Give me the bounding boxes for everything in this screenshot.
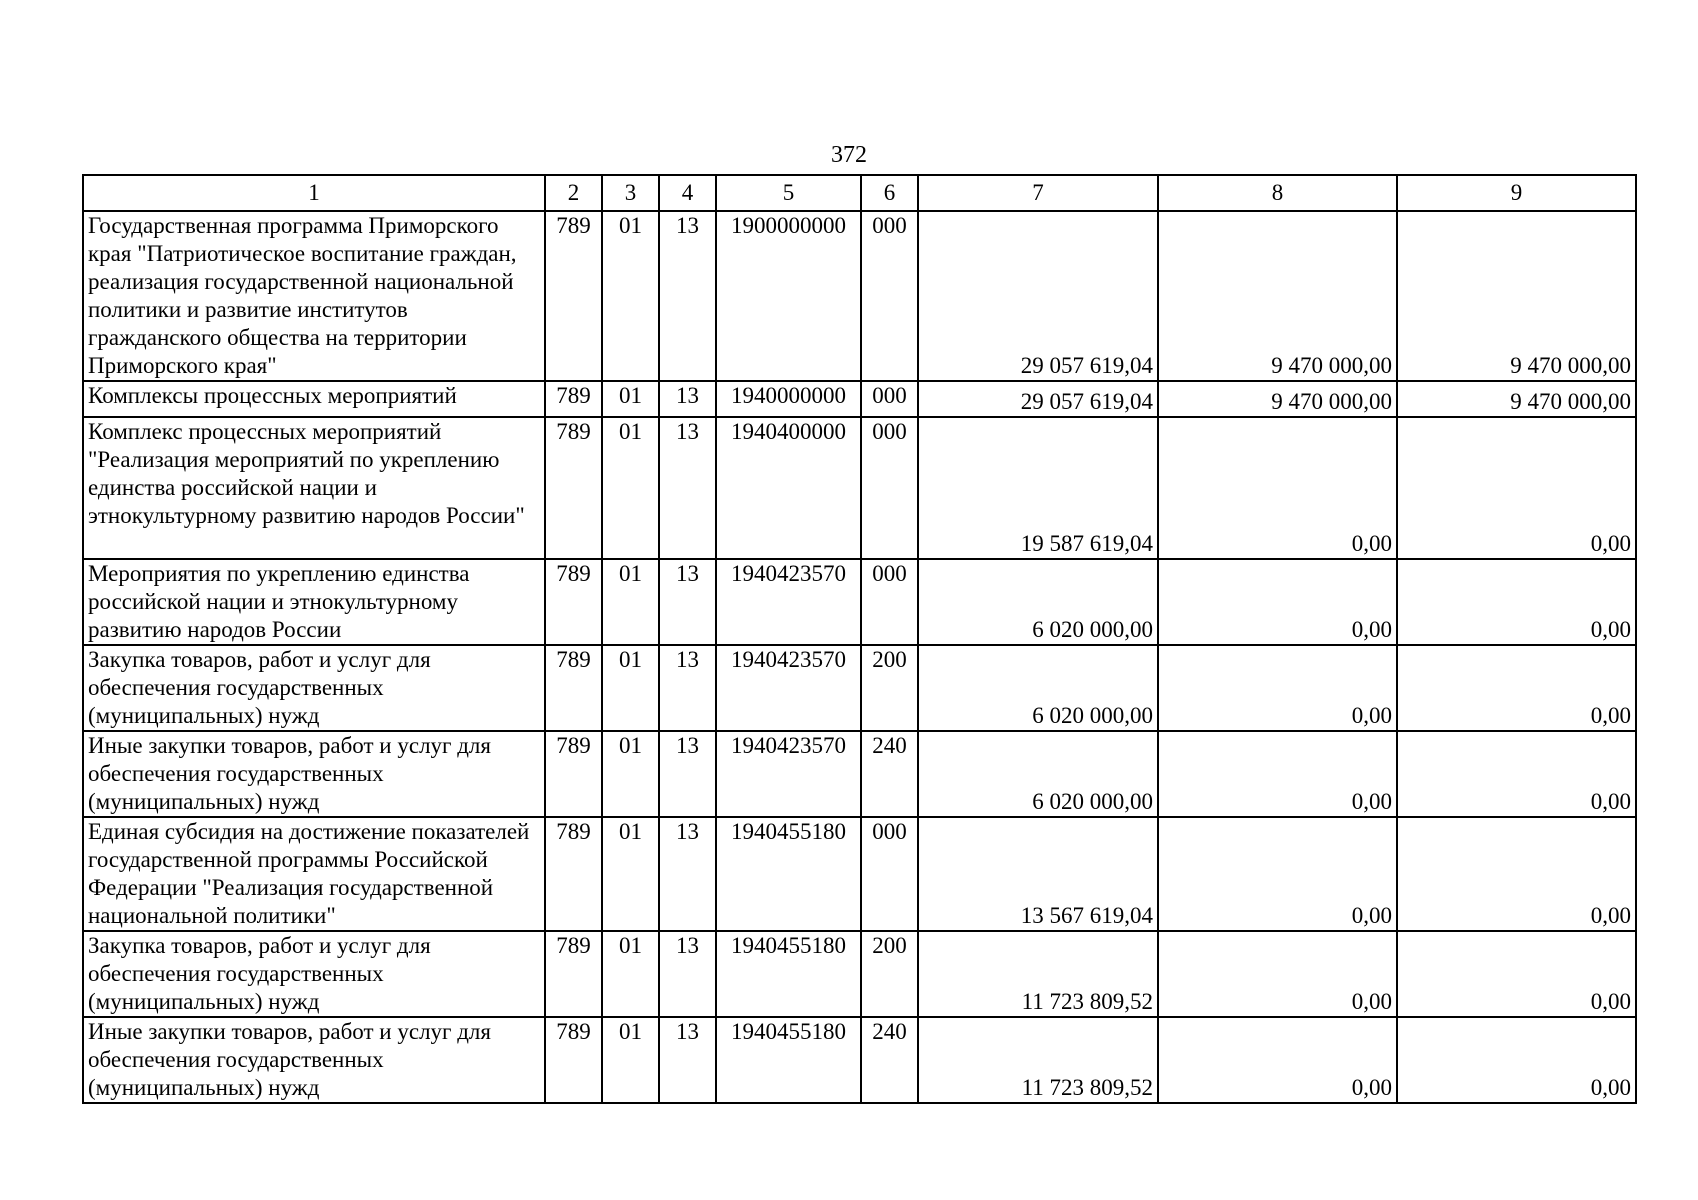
cell-amount-8: 0,00 (1158, 817, 1397, 931)
row-name: Единая субсидия на достижение показателей государственной программы Российской Федерации "Реализация государственной национальной политики" (83, 817, 545, 931)
header-cell: 2 (545, 175, 602, 211)
cell-amount-9: 9 470 000,00 (1397, 381, 1636, 417)
cell-code-3: 01 (602, 931, 659, 1017)
header-cell: 1 (83, 175, 545, 211)
cell-amount-8: 0,00 (1158, 417, 1397, 559)
table-row (83, 731, 1636, 817)
table-row (83, 417, 1636, 559)
cell-code-5: 1940455180 (716, 931, 861, 1017)
cell-code-2: 789 (545, 731, 602, 817)
table-row (83, 211, 1636, 381)
cell-amount-8: 9 470 000,00 (1158, 381, 1397, 417)
cell-amount-9: 0,00 (1397, 645, 1636, 731)
cell-code-4: 13 (659, 559, 716, 645)
cell-code-5: 1940423570 (716, 731, 861, 817)
cell-amount-9: 0,00 (1397, 931, 1636, 1017)
cell-code-3: 01 (602, 211, 659, 381)
row-name: Мероприятия по укреплению единства российской нации и этнокультурному развитию народов России (83, 559, 545, 645)
cell-code-2: 789 (545, 645, 602, 731)
row-name: Закупка товаров, работ и услуг для обеспечения государственных (муниципальных) нужд (83, 645, 545, 731)
cell-code-4: 13 (659, 1017, 716, 1103)
cell-code-5: 1940000000 (716, 381, 861, 417)
cell-code-2: 789 (545, 559, 602, 645)
row-name: Иные закупки товаров, работ и услуг для обеспечения государственных (муниципальных) нужд (83, 731, 545, 817)
cell-code-2: 789 (545, 817, 602, 931)
cell-code-2: 789 (545, 381, 602, 417)
cell-amount-9: 0,00 (1397, 817, 1636, 931)
cell-code-3: 01 (602, 417, 659, 559)
cell-code-6: 240 (861, 1017, 918, 1103)
cell-amount-8: 0,00 (1158, 645, 1397, 731)
cell-code-5: 1900000000 (716, 211, 861, 381)
cell-amount-8: 0,00 (1158, 931, 1397, 1017)
cell-amount-8: 0,00 (1158, 1017, 1397, 1103)
cell-amount-8: 0,00 (1158, 731, 1397, 817)
cell-code-3: 01 (602, 559, 659, 645)
cell-amount-7: 11 723 809,52 (918, 931, 1158, 1017)
table-row (83, 931, 1636, 1017)
budget-table (82, 174, 1637, 1104)
cell-amount-9: 0,00 (1397, 559, 1636, 645)
cell-code-6: 000 (861, 211, 918, 381)
row-name: Комплекс процессных мероприятий "Реализация мероприятий по укреплению единства российской нации и этнокультурному развитию народов России" (83, 417, 545, 559)
cell-code-6: 200 (861, 931, 918, 1017)
cell-code-4: 13 (659, 381, 716, 417)
cell-code-3: 01 (602, 817, 659, 931)
table-row (83, 559, 1636, 645)
cell-code-2: 789 (545, 931, 602, 1017)
table-header-row (83, 175, 1636, 211)
cell-amount-7: 6 020 000,00 (918, 645, 1158, 731)
table-row (83, 645, 1636, 731)
cell-code-5: 1940400000 (716, 417, 861, 559)
cell-amount-7: 11 723 809,52 (918, 1017, 1158, 1103)
table-row (83, 381, 1636, 417)
row-name: Государственная программа Приморского края "Патриотическое воспитание граждан, реализация государственной национальной политики и развитие институтов гражданского общества на территории Приморского края" (83, 211, 545, 381)
cell-code-6: 200 (861, 645, 918, 731)
cell-code-3: 01 (602, 645, 659, 731)
cell-amount-7: 19 587 619,04 (918, 417, 1158, 559)
cell-amount-7: 6 020 000,00 (918, 559, 1158, 645)
cell-code-3: 01 (602, 1017, 659, 1103)
cell-amount-9: 9 470 000,00 (1397, 211, 1636, 381)
row-name: Комплексы процессных мероприятий (83, 381, 545, 417)
header-cell: 5 (716, 175, 861, 211)
cell-code-5: 1940455180 (716, 1017, 861, 1103)
cell-code-4: 13 (659, 211, 716, 381)
cell-code-5: 1940455180 (716, 817, 861, 931)
cell-code-2: 789 (545, 417, 602, 559)
header-cell: 6 (861, 175, 918, 211)
cell-code-4: 13 (659, 931, 716, 1017)
header-cell: 8 (1158, 175, 1397, 211)
row-name: Закупка товаров, работ и услуг для обеспечения государственных (муниципальных) нужд (83, 931, 545, 1017)
cell-code-5: 1940423570 (716, 645, 861, 731)
cell-code-3: 01 (602, 731, 659, 817)
cell-amount-7: 29 057 619,04 (918, 211, 1158, 381)
header-cell: 7 (918, 175, 1158, 211)
cell-code-6: 000 (861, 817, 918, 931)
header-cell: 3 (602, 175, 659, 211)
page-number: 372 (831, 142, 867, 168)
cell-amount-8: 9 470 000,00 (1158, 211, 1397, 381)
header-cell: 4 (659, 175, 716, 211)
cell-code-2: 789 (545, 1017, 602, 1103)
cell-code-6: 000 (861, 381, 918, 417)
cell-amount-7: 29 057 619,04 (918, 381, 1158, 417)
cell-code-6: 240 (861, 731, 918, 817)
cell-code-4: 13 (659, 731, 716, 817)
table-row (83, 1017, 1636, 1103)
cell-code-6: 000 (861, 559, 918, 645)
cell-amount-9: 0,00 (1397, 1017, 1636, 1103)
cell-code-3: 01 (602, 381, 659, 417)
cell-amount-7: 13 567 619,04 (918, 817, 1158, 931)
cell-code-6: 000 (861, 417, 918, 559)
cell-amount-9: 0,00 (1397, 417, 1636, 559)
cell-amount-8: 0,00 (1158, 559, 1397, 645)
cell-amount-7: 6 020 000,00 (918, 731, 1158, 817)
cell-code-5: 1940423570 (716, 559, 861, 645)
table-row (83, 817, 1636, 931)
cell-amount-9: 0,00 (1397, 731, 1636, 817)
cell-code-4: 13 (659, 645, 716, 731)
cell-code-2: 789 (545, 211, 602, 381)
cell-code-4: 13 (659, 817, 716, 931)
cell-code-4: 13 (659, 417, 716, 559)
row-name: Иные закупки товаров, работ и услуг для обеспечения государственных (муниципальных) нужд (83, 1017, 545, 1103)
header-cell: 9 (1397, 175, 1636, 211)
